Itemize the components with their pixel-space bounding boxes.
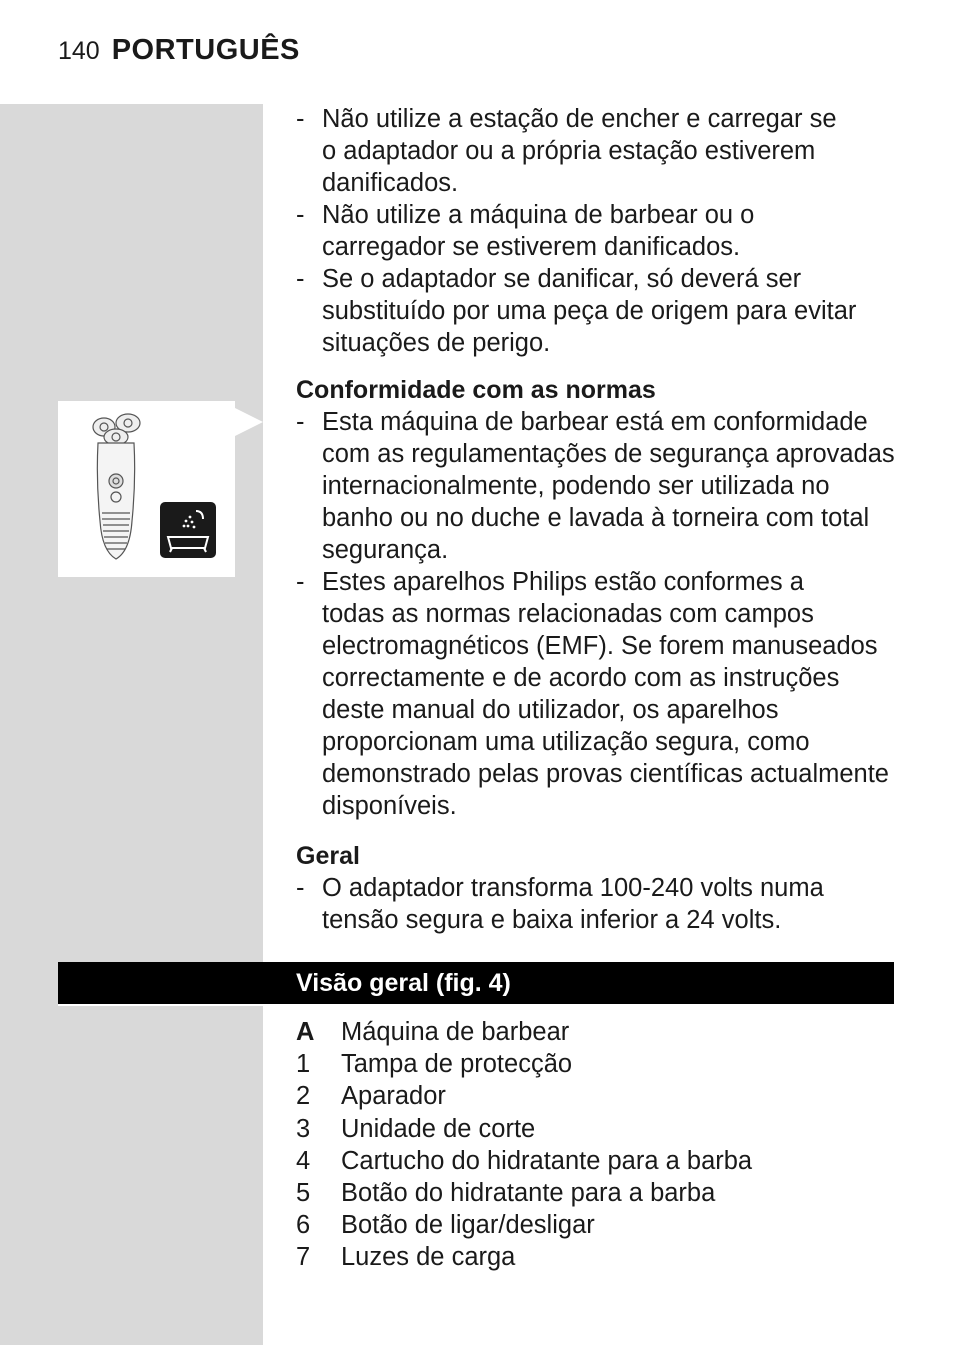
band-divider bbox=[58, 1004, 263, 1006]
intro-bullets bbox=[296, 103, 896, 359]
language-title: PORTUGUÊS bbox=[111, 34, 300, 66]
list-item: - Esta máquina de barbear está em conformidade com as regulamentações de segurança aprovadas internacionalmente, podendo ser utilizada no banho ou no duche e lavada à torneira com total segurança. bbox=[296, 408, 895, 564]
compliance-heading: Conformidade com as normas bbox=[296, 376, 656, 404]
figure-pointer bbox=[235, 408, 263, 436]
list-item: - Não utilize a máquina de barbear ou o carregador se estiverem danificados. bbox=[296, 201, 755, 261]
general-section bbox=[296, 840, 896, 936]
list-item: - Estes aparelhos Philips estão conformes a todas as normas relacionadas com campos electromagnéticos (EMF). Se forem manuseados correctamente e de acordo com as instruções deste manual do utilizador, os aparelhos proporcionam uma utilização segura, como demonstrado pelas provas científicas actualmente disponíveis. bbox=[296, 568, 889, 820]
page-header bbox=[58, 34, 300, 74]
list-item: - Se o adaptador se danificar, só deverá ser substituído por uma peça de origem para evitar situações de perigo. bbox=[296, 265, 857, 357]
general-heading: Geral bbox=[296, 842, 360, 870]
compliance-section bbox=[296, 374, 896, 822]
overview-heading: Visão geral (fig. 4) bbox=[296, 969, 511, 997]
left-margin-panel bbox=[0, 104, 263, 1345]
shower-bath-icon bbox=[160, 502, 216, 558]
list-item: - O adaptador transforma 100-240 volts numa tensão segura e baixa inferior a 24 volts. bbox=[296, 874, 824, 934]
shaver-illustration-icon bbox=[58, 401, 235, 577]
page-number: 140 bbox=[58, 37, 100, 65]
shaver-figure bbox=[58, 401, 235, 577]
overview-heading-band bbox=[58, 962, 894, 1004]
list-item: - Não utilize a estação de encher e carregar se o adaptador ou a própria estação estiverem danificados. bbox=[296, 105, 837, 197]
